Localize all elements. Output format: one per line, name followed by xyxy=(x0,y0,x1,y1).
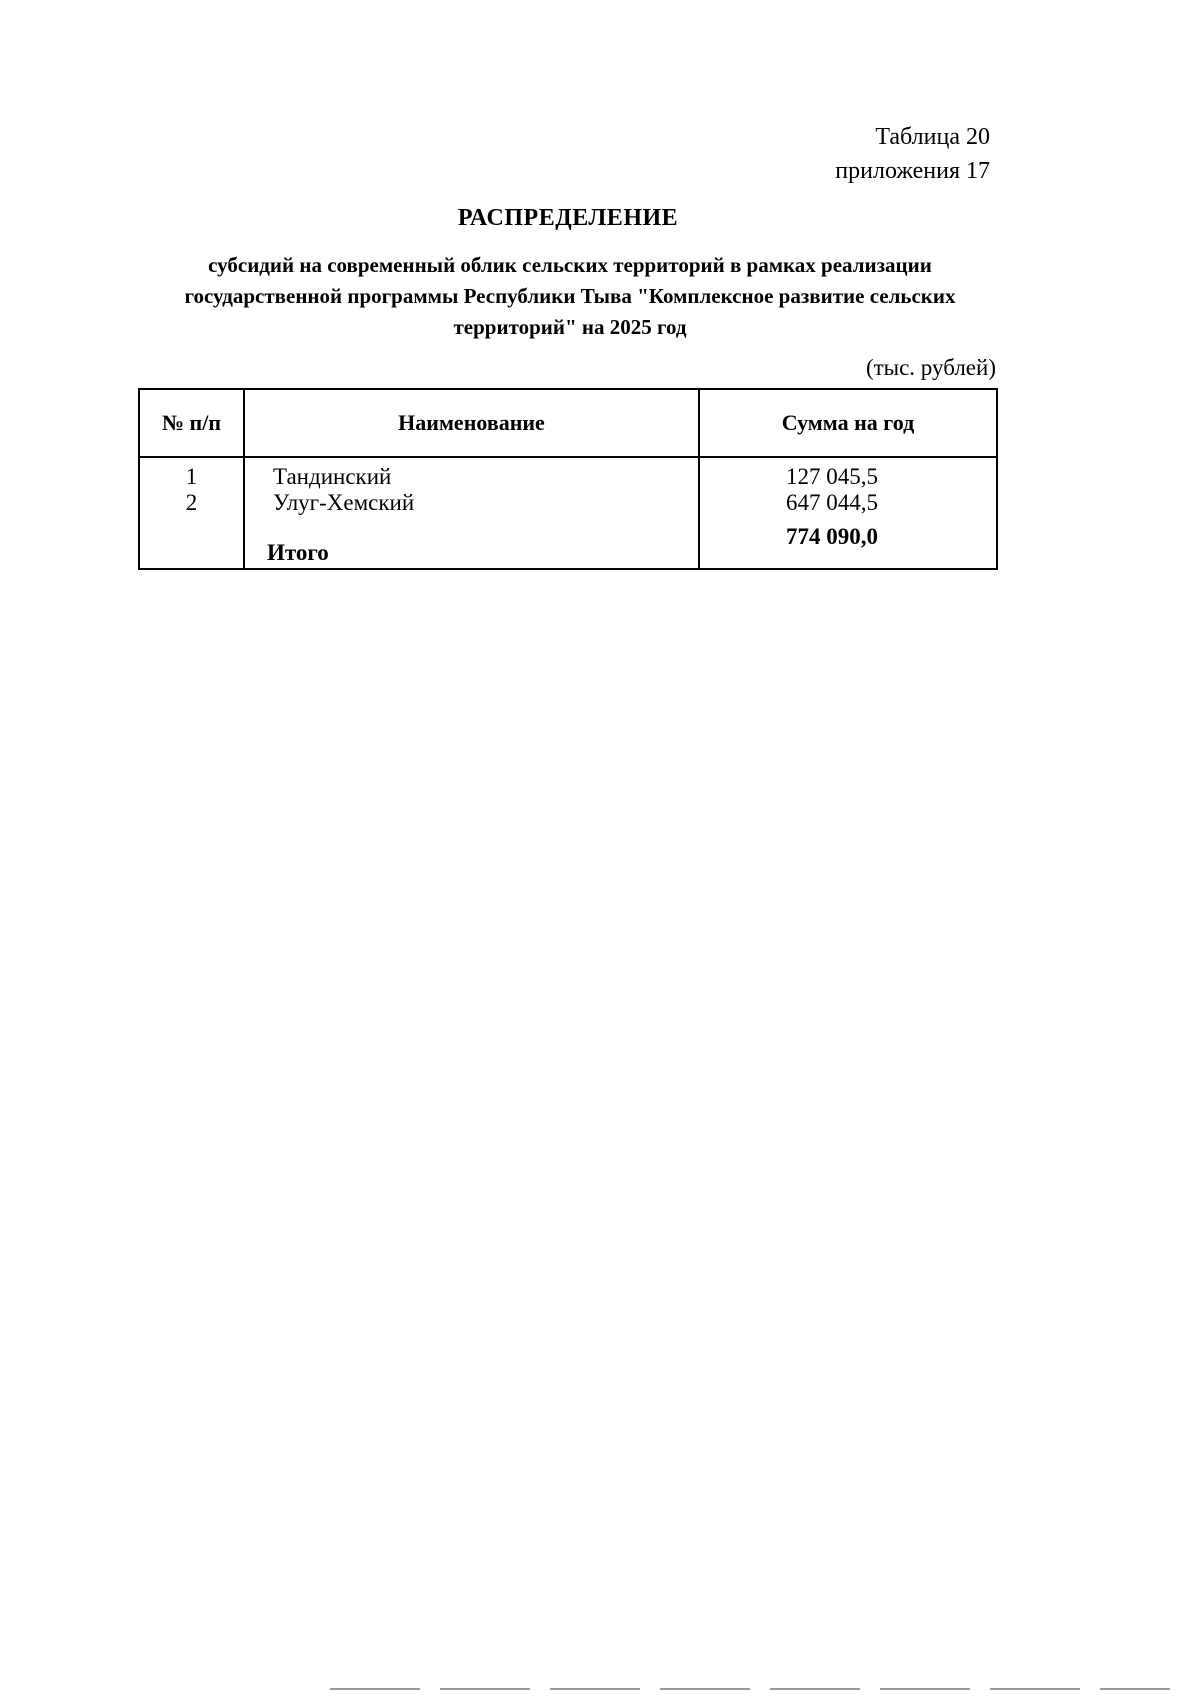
row-name: Тандинский xyxy=(244,457,699,490)
column-header-name: Наименование xyxy=(244,389,699,457)
scan-edge-marks xyxy=(330,1688,1170,1690)
table-total-row xyxy=(139,522,997,569)
document-subtitle xyxy=(140,250,1000,343)
appendix-number: приложения 17 xyxy=(835,158,990,184)
column-header-number: № п/п xyxy=(139,389,244,457)
subtitle-line-1: субсидий на современный облик сельских территорий в рамках реализации xyxy=(208,253,932,277)
row-sum: 127 045,5 xyxy=(699,457,997,490)
row-sum: 647 044,5 xyxy=(699,490,997,522)
table-row xyxy=(139,490,997,522)
subtitle-line-3: территорий" на 2025 год xyxy=(453,315,687,339)
units-label: (тыс. рублей) xyxy=(865,355,996,380)
column-header-sum: Сумма на год xyxy=(699,389,997,457)
row-number: 1 xyxy=(139,457,244,490)
subtitle-line-2: государственной программы Республики Тыва "Комплексное развитие сельских xyxy=(184,284,956,308)
row-name: Улуг-Хемский xyxy=(244,490,699,522)
total-number-cell xyxy=(139,522,244,569)
table-header-row xyxy=(139,389,997,457)
total-label: Итого xyxy=(244,522,699,569)
table-reference xyxy=(835,120,990,188)
table-number: Таблица 20 xyxy=(875,124,990,150)
distribution-table xyxy=(138,388,998,570)
table-row xyxy=(139,457,997,490)
row-number: 2 xyxy=(139,490,244,522)
document-title: РАСПРЕДЕЛЕНИЕ xyxy=(457,205,679,231)
total-sum: 774 090,0 xyxy=(699,522,997,569)
